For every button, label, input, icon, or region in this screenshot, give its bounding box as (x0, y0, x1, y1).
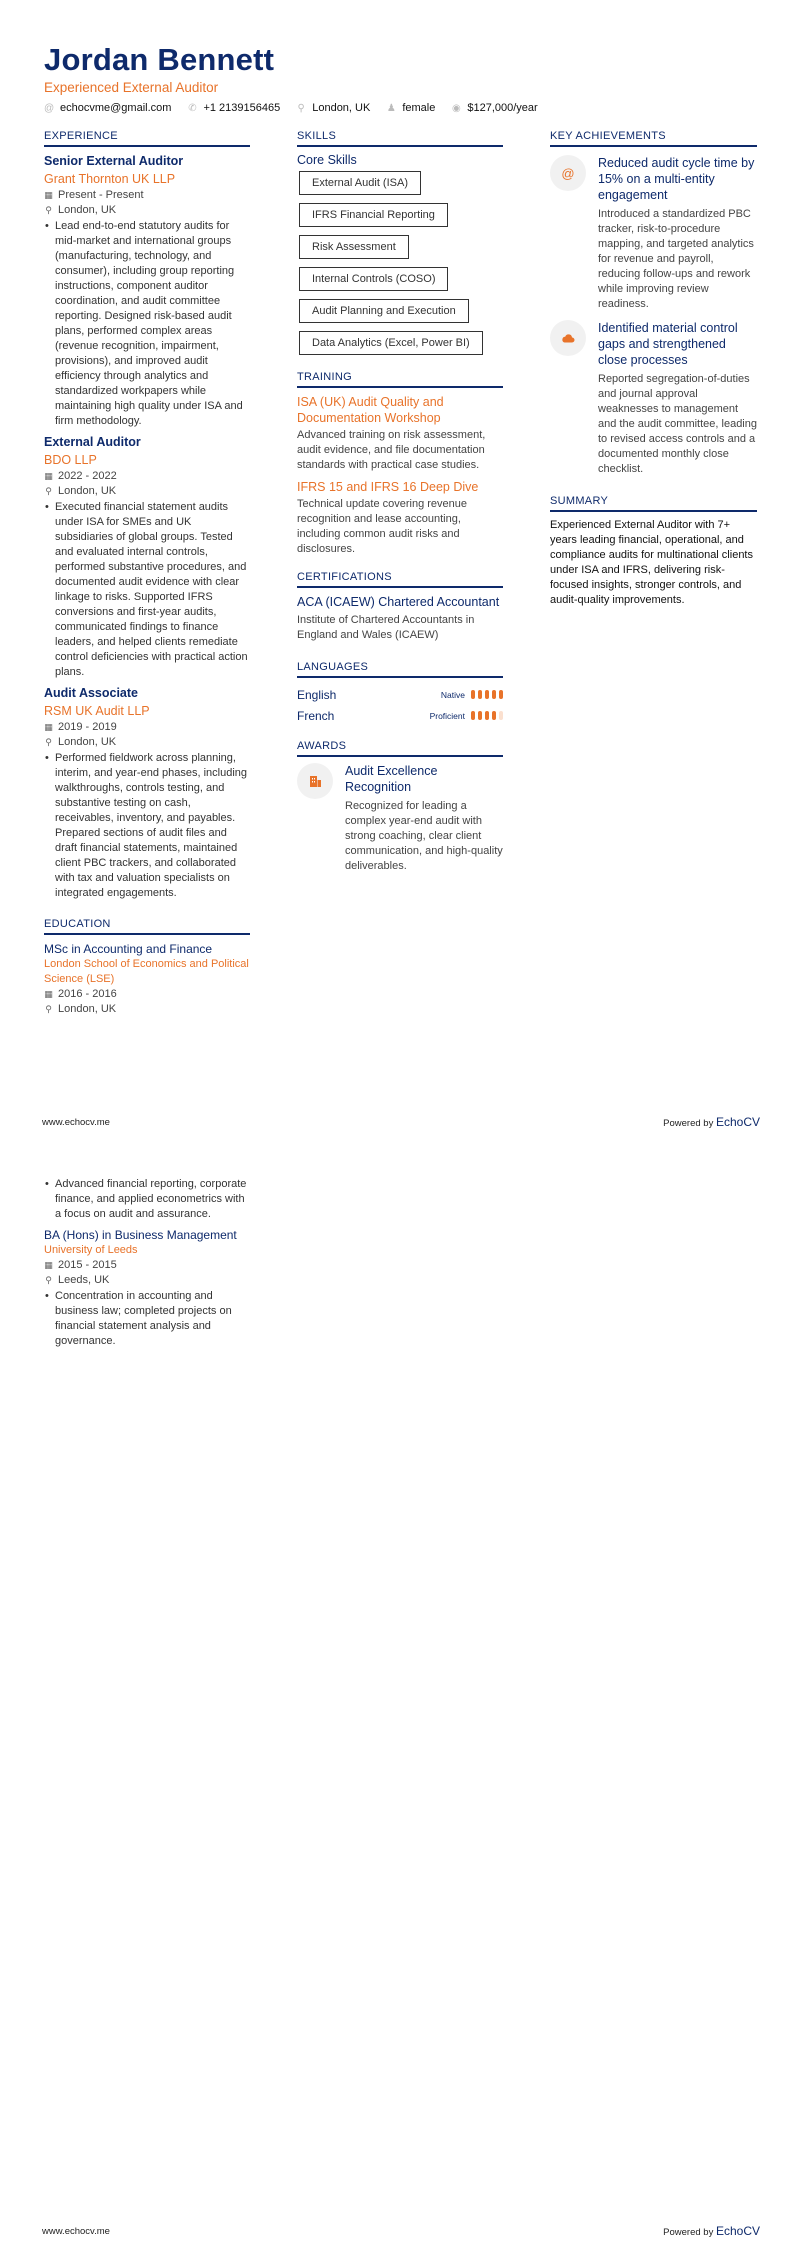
contact-gender (386, 102, 435, 114)
job-dates: ▦ 2022 - 2022 (44, 470, 117, 482)
at-icon: @ (550, 155, 586, 191)
edu-school: London School of Economics and Political Science (LSE) (44, 958, 249, 985)
left-column-continued (44, 1176, 250, 1354)
summary-heading: SUMMARY (550, 495, 757, 512)
location-pin-icon: ⚲ (45, 1004, 52, 1014)
awards-heading: AWARDS (297, 740, 503, 757)
skill-chip: Audit Planning and Execution (299, 299, 469, 323)
skill-chip: IFRS Financial Reporting (299, 203, 448, 227)
edu-bullet: • Concentration in accounting and business law; completed projects on financial statement analysis and governance. (44, 1289, 250, 1349)
achievement-desc: Reported segregation-of-duties and journal approval weaknesses to management and the audit committee, leading to revised access controls and a documented monthly close checklist. (598, 373, 757, 475)
contact-email[interactable] (44, 102, 171, 114)
contact-email-value: echocvme@gmail.com (60, 102, 172, 114)
cloud-icon (550, 320, 586, 356)
training-item (297, 479, 503, 557)
edu-bullet: • Advanced financial reporting, corporate finance, and applied econometrics with a focus on audit and assurance. (44, 1177, 250, 1222)
location-icon: ⚲ (297, 102, 305, 114)
edu-bullets (44, 1289, 250, 1349)
skill-chip: Data Analytics (Excel, Power BI) (299, 331, 483, 355)
footer-powered-by: Powered by EchoCV (663, 1115, 760, 1129)
job-dates: ▦ 2019 - 2019 (44, 721, 117, 733)
contact-gender-value: female (402, 102, 436, 114)
achievement-desc: Introduced a standardized PBC tracker, risk-to-procedure mapping, and targeted analytics for revenue and payroll, reducing follow-ups and rework while improving review readiness. (598, 208, 754, 310)
job-title: External Auditor (44, 435, 141, 449)
experience-item (44, 685, 250, 901)
job-bullet: • Performed fieldwork across planning, interim, and year-end phases, including walkthroughs, controls testing, and substantive testing on cash, receivables, inventory, and payables. Prepared sections of audit files and draft financial statements, maintained client PBC trackers, and collaborated with tax and valuation specialists on integrated engagements. (44, 751, 250, 901)
job-bullet: • Lead end-to-end statutory audits for mid-market and international groups (manufacturing, technology, and consumer), including group reporting instructions, component auditor coordination, and audit committee reporting. Designed risk-based audit plans, performed complex areas (revenue recognition, impairment, provisions), and improved audit efficiency through analytics and standardized workpapers while maintaining high quality under ISA and firm methodology. (44, 219, 250, 429)
location-pin-icon: ⚲ (45, 486, 52, 496)
location-pin-icon: ⚲ (45, 1275, 52, 1285)
contact-location (296, 102, 370, 114)
cert-issuer: Institute of Chartered Accountants in England and Wales (ICAEW) (297, 614, 475, 641)
footer-brand[interactable]: EchoCV (715, 1115, 760, 1129)
edu-degree: MSc in Accounting and Finance (44, 942, 213, 956)
phone-icon: ✆ (188, 102, 197, 114)
cert-title: ACA (ICAEW) Chartered Accountant (297, 595, 500, 609)
language-level: Proficient (429, 710, 465, 721)
training-title: ISA (UK) Audit Quality and Documentation Workshop (297, 395, 444, 425)
calendar-icon: ▦ (44, 722, 53, 732)
language-name: French (297, 708, 335, 723)
language-rating (471, 711, 503, 720)
languages-heading: LANGUAGES (297, 661, 503, 678)
language-item (297, 705, 503, 726)
award-desc: Recognized for leading a complex year-end audit with strong coaching, clear client communication, and high-quality deliverables. (345, 800, 503, 872)
achievements-heading: KEY ACHIEVEMENTS (550, 130, 757, 147)
training-heading: TRAINING (297, 371, 503, 388)
footer-brand[interactable]: EchoCV (715, 2224, 760, 2238)
skills-group-title: Core Skills (297, 153, 357, 167)
skill-chip: Risk Assessment (299, 235, 409, 259)
calendar-icon: ▦ (44, 1260, 53, 1270)
candidate-title: Experienced External Auditor (44, 80, 219, 95)
contact-salary (451, 102, 537, 114)
achievement-item (550, 155, 757, 312)
person-icon: ♟ (386, 102, 396, 114)
calendar-icon: ▦ (44, 190, 53, 200)
achievement-title: Reduced audit cycle time by 15% on a multi-entity engagement (598, 156, 755, 202)
edu-dates: ▦ 2015 - 2015 (44, 1259, 117, 1271)
building-icon (297, 763, 333, 799)
job-company: Grant Thornton UK LLP (44, 172, 176, 186)
edu-bullets (44, 1177, 250, 1222)
salary-icon: ◉ (451, 102, 461, 114)
resume-page-2 (0, 1150, 794, 2246)
language-level: Native (440, 689, 465, 700)
education-item (44, 941, 250, 1017)
achievement-item (550, 320, 757, 477)
education-item (44, 1227, 250, 1349)
certification-item (297, 594, 503, 643)
education-heading: EDUCATION (44, 918, 250, 935)
edu-degree: BA (Hons) in Business Management (44, 1228, 237, 1242)
job-dates: ▦ Present - Present (44, 189, 144, 201)
training-desc: Advanced training on risk assessment, audit evidence, and file documentation standards with practical case studies. (297, 429, 486, 471)
resume-header (44, 42, 538, 114)
page-footer (42, 2224, 760, 2238)
skills-heading: SKILLS (297, 130, 503, 147)
contact-location-value: London, UK (312, 102, 371, 114)
skill-chip: Internal Controls (COSO) (299, 267, 448, 291)
contact-salary-value: $127,000/year (467, 102, 538, 114)
job-location: ⚲ London, UK (45, 485, 117, 497)
footer-powered-by: Powered by EchoCV (663, 2224, 760, 2238)
edu-location: ⚲ London, UK (45, 1003, 117, 1015)
right-column (550, 130, 757, 608)
certifications-heading: CERTIFICATIONS (297, 571, 503, 588)
job-location: ⚲ London, UK (45, 736, 117, 748)
job-bullets (44, 500, 250, 680)
location-pin-icon: ⚲ (45, 737, 52, 747)
skill-chip: External Audit (ISA) (299, 171, 421, 195)
job-bullets (44, 219, 250, 429)
middle-column (297, 130, 503, 874)
candidate-name: Jordan Bennett (44, 42, 275, 77)
footer-website-link[interactable]: www.echocv.me (42, 2225, 110, 2237)
language-item (297, 684, 503, 705)
contact-phone[interactable] (187, 102, 280, 114)
award-item (297, 763, 503, 874)
page-footer (42, 1115, 760, 1129)
training-desc: Technical update covering revenue recognition and lease accounting, including common audit risks and disclosures. (297, 498, 468, 555)
language-name: English (297, 687, 337, 702)
job-title: Senior External Auditor (44, 154, 184, 168)
achievement-title: Identified material control gaps and strengthened close processes (598, 321, 738, 367)
edu-location: ⚲ Leeds, UK (45, 1274, 110, 1286)
job-company: BDO LLP (44, 453, 97, 467)
job-bullet: • Executed financial statement audits under ISA for SMEs and UK subsidiaries of global groups. Tested and evaluated internal controls, performed substantive procedures, and documented audit evidence with clear linkage to risks. Supported IFRS conversions and first-year audits, communicated findings to finance leaders, and helped clients remediate control deficiencies with practical action plans. (44, 500, 250, 680)
edu-school: University of Leeds (44, 1244, 138, 1256)
edu-dates: ▦ 2016 - 2016 (44, 988, 117, 1000)
footer-website-link[interactable]: www.echocv.me (42, 1116, 110, 1128)
experience-heading: EXPERIENCE (44, 130, 250, 147)
job-title: Audit Associate (44, 686, 139, 700)
job-location: ⚲ London, UK (45, 204, 117, 216)
training-title: IFRS 15 and IFRS 16 Deep Dive (297, 480, 479, 494)
experience-item (44, 153, 250, 429)
at-icon: @ (44, 102, 55, 114)
contact-phone-value: +1 2139156465 (203, 102, 281, 114)
job-bullets (44, 751, 250, 901)
award-title: Audit Excellence Recognition (345, 764, 438, 794)
summary-text: Experienced External Auditor with 7+ years leading financial, operational, and compliance audits for multinational clients under ISA and IFRS, delivering risk-focused insights, stronger controls, and audit-quality improvements. (550, 519, 753, 606)
experience-item (44, 434, 250, 680)
calendar-icon: ▦ (44, 989, 53, 999)
calendar-icon: ▦ (44, 471, 53, 481)
language-rating (471, 690, 503, 699)
job-company: RSM UK Audit LLP (44, 704, 150, 718)
training-item (297, 394, 503, 473)
location-pin-icon: ⚲ (45, 205, 52, 215)
left-column (44, 130, 250, 1022)
contact-bar (44, 102, 538, 114)
skills-list (297, 171, 503, 363)
